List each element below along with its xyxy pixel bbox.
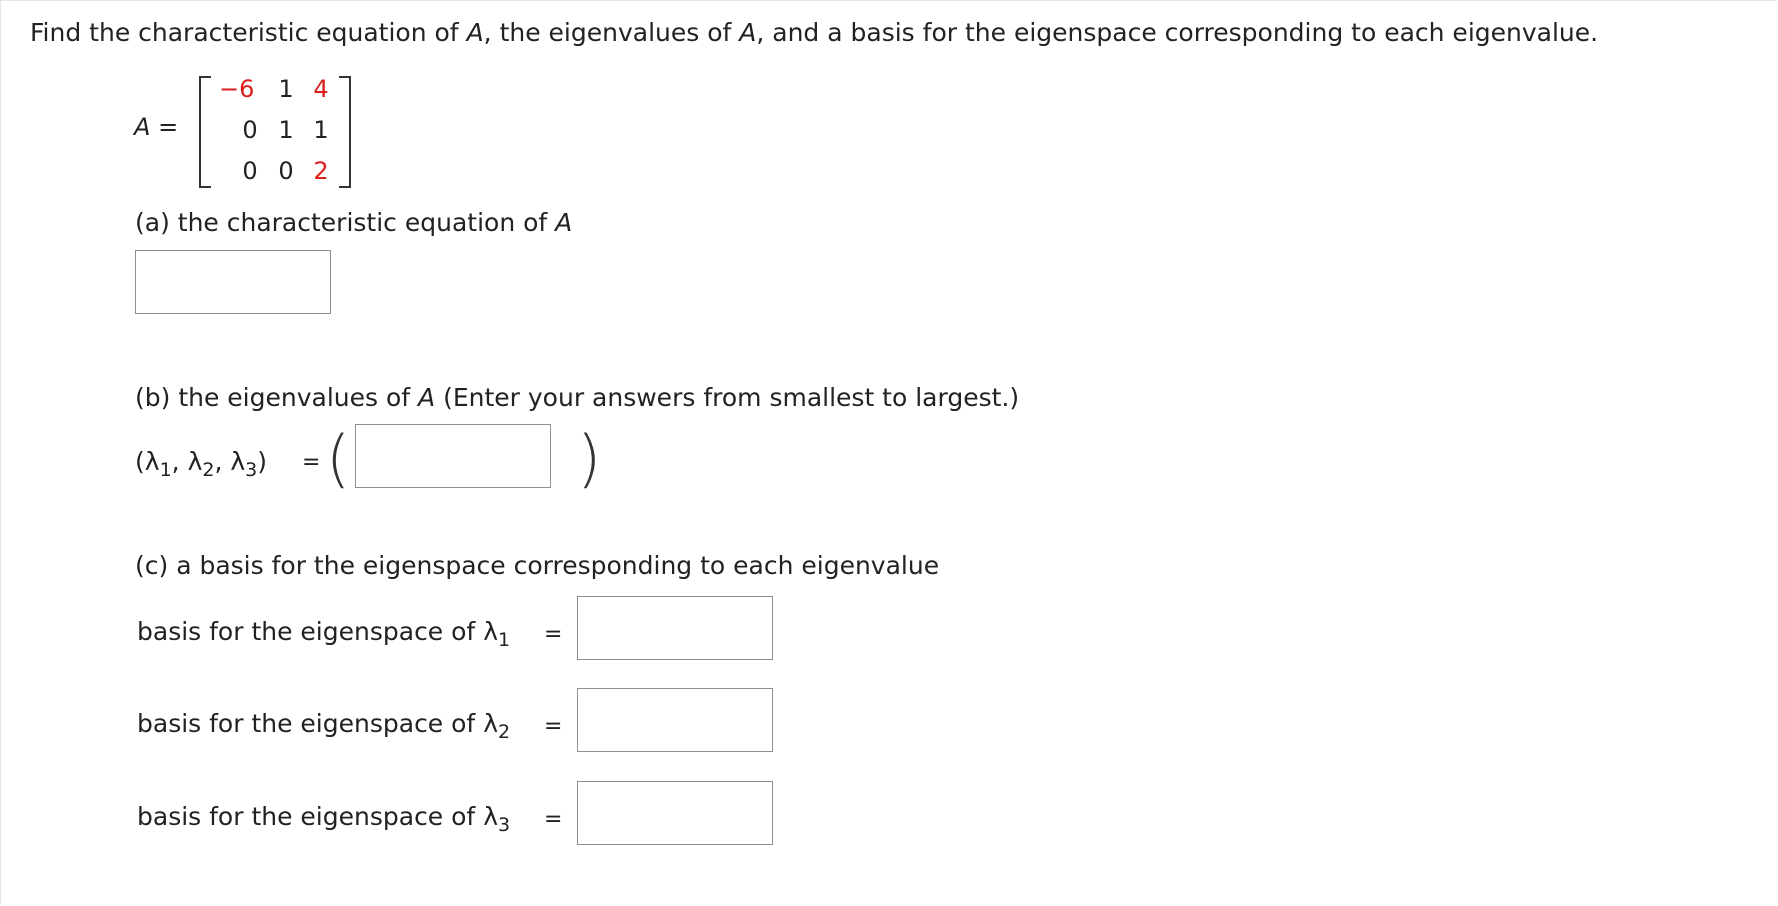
matrix-cell: 1 <box>313 116 329 144</box>
tuple-open-paren: ( <box>135 447 145 476</box>
eigenspace-1-label <box>137 617 511 651</box>
part-a-label <box>135 208 572 237</box>
question-prompt <box>30 18 1598 47</box>
lambda-subscript: 1 <box>497 629 511 651</box>
part-a-text: (a) the characteristic equation of <box>135 208 556 237</box>
lambda-symbol: λ <box>230 447 246 476</box>
tuple-comma: , <box>171 447 180 476</box>
eigenspace-2-basis-input[interactable] <box>577 688 773 752</box>
lambda-symbol: λ <box>144 447 160 476</box>
matrix-label <box>134 113 178 141</box>
matrix-name: A <box>134 113 151 141</box>
prompt-text: Find the characteristic equation of <box>30 18 467 47</box>
matrix-equals: = <box>158 113 179 141</box>
prompt-matrix-name: A <box>739 18 757 47</box>
lambda-subscript: 3 <box>497 814 511 836</box>
eigenspace-1-basis-input[interactable] <box>577 596 773 660</box>
eigenspace-3-basis-input[interactable] <box>577 781 773 845</box>
matrix-cell: 1 <box>278 116 294 144</box>
eigenvalues-equals: = <box>302 450 321 475</box>
eigenspace-2-equals: = <box>544 714 563 739</box>
prompt-text: , the eigenvalues of <box>483 18 740 47</box>
matrix-left-bracket <box>199 76 211 188</box>
lambda-symbol: λ <box>483 802 498 831</box>
matrix-cell: 0 <box>242 116 258 144</box>
matrix-cell: 4 <box>313 75 329 103</box>
eigenspace-3-equals: = <box>544 807 563 832</box>
eigenspace-text: basis for the eigenspace of <box>137 709 484 738</box>
eigenvalues-input[interactable] <box>355 424 551 488</box>
lambda-subscript: 3 <box>245 459 258 481</box>
eigenspace-text: basis for the eigenspace of <box>137 802 484 831</box>
part-a-matrix-name: A <box>555 208 573 237</box>
part-b-text: (b) the eigenvalues of <box>135 383 419 412</box>
answer-open-paren: ( <box>326 422 351 495</box>
prompt-matrix-name: A <box>466 18 484 47</box>
lambda-symbol: λ <box>483 617 498 646</box>
lambda-subscript: 2 <box>202 459 215 481</box>
part-b-matrix-name: A <box>418 383 436 412</box>
eigenspace-text: basis for the eigenspace of <box>137 617 484 646</box>
matrix-cell: 1 <box>278 75 294 103</box>
part-b-instruction: (Enter your answers from smallest to largest.) <box>435 383 1020 412</box>
matrix-cell: 0 <box>242 157 258 185</box>
eigenspace-2-label <box>137 709 511 743</box>
lambda-subscript: 2 <box>497 721 511 743</box>
matrix-cell: −6 <box>219 75 255 103</box>
part-c-label: (c) a basis for the eigenspace corresponding to each eigenvalue <box>135 551 940 580</box>
tuple-comma: , <box>214 447 223 476</box>
lambda-subscript: 1 <box>159 459 172 481</box>
matrix-right-bracket <box>339 76 351 188</box>
answer-close-paren: ) <box>577 422 602 495</box>
matrix-cell: 2 <box>313 157 329 185</box>
eigenvalue-tuple-label <box>135 447 268 481</box>
tuple-close-paren: ) <box>257 447 268 476</box>
eigenspace-1-equals: = <box>544 622 563 647</box>
prompt-text: , and a basis for the eigenspace corresponding to each eigenvalue. <box>756 18 1599 47</box>
lambda-symbol: λ <box>187 447 203 476</box>
eigenspace-3-label <box>137 802 511 836</box>
part-b-label <box>135 383 1019 412</box>
characteristic-equation-input[interactable] <box>135 250 331 314</box>
lambda-symbol: λ <box>483 709 498 738</box>
matrix-cell: 0 <box>278 157 294 185</box>
